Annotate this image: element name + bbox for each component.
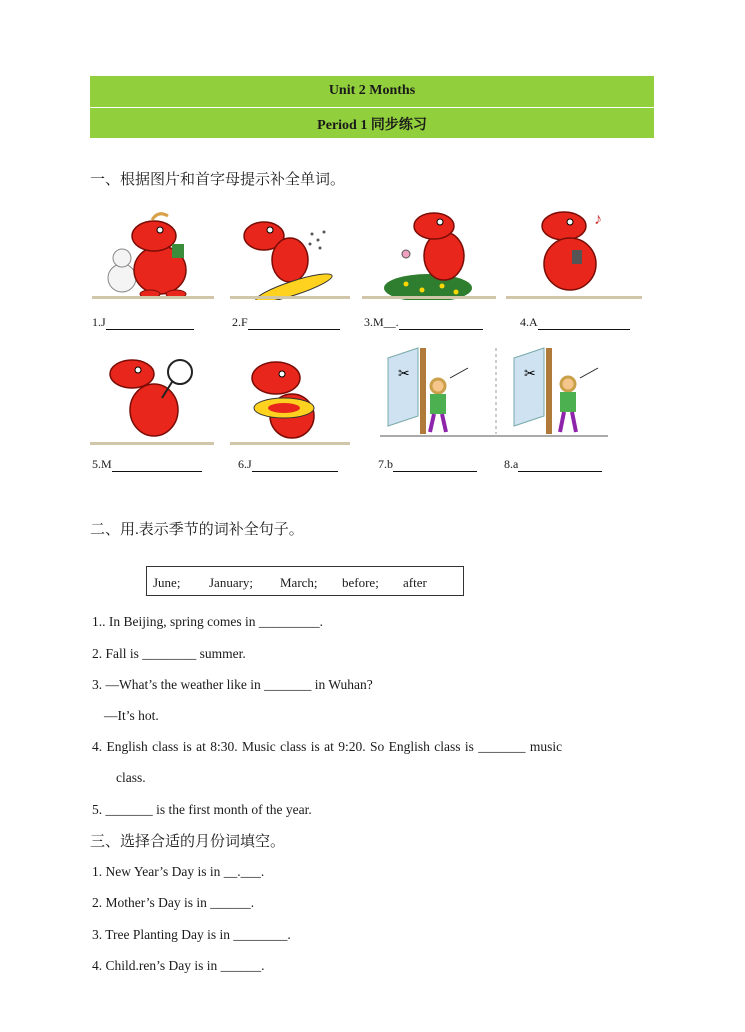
item-2: 2.F [232, 314, 340, 330]
answer-blank[interactable] [399, 314, 483, 330]
svg-text:✂: ✂ [398, 367, 410, 382]
picture-ground-line [362, 296, 496, 299]
svg-text:♪: ♪ [594, 211, 602, 228]
item-7: 7.b [378, 456, 477, 472]
word-bank-item: after [403, 575, 427, 590]
answer-blank[interactable] [518, 456, 602, 472]
question-2-4: 4. English class is at 8:30. Music class is at 9:20. So English class is _______ music [92, 739, 563, 754]
word-bank-item: January; [209, 575, 254, 590]
answer-blank[interactable] [393, 456, 477, 472]
picture-ground-line [230, 296, 350, 299]
item-5: 5.M [92, 456, 202, 472]
question-3-2: 2. Mother’s Day is in ______. [92, 895, 255, 910]
picture-snowboard-dinosaur [232, 208, 350, 300]
picture-before-after-girl [378, 346, 610, 444]
question-2-5: 5. _______ is the first month of the year. [92, 802, 312, 817]
picture-racket-dinosaur [92, 350, 214, 444]
item-6: 6.J [238, 456, 338, 472]
question-2-4-cont: class. [116, 770, 146, 785]
svg-text:✂: ✂ [524, 367, 536, 382]
word-bank-item: March; [280, 575, 318, 590]
picture-ground-line [90, 442, 214, 445]
period-title: Period 1 同步练习 [317, 118, 427, 133]
word-bank-item: before; [342, 575, 379, 590]
picture-ground-line [230, 442, 350, 445]
section1-title: 一、根据图片和首字母提示补全单词。 [90, 172, 346, 188]
banner-divider [90, 107, 654, 108]
picture-ground-line [506, 296, 642, 299]
picture-swimring-dinosaur [232, 350, 350, 444]
unit-title: Unit 2 Months [328, 83, 416, 98]
question-2-1: 1.. In Beijing, spring comes in _________. [92, 614, 323, 629]
answer-blank[interactable] [248, 314, 340, 330]
question-3-3: 3. Tree Planting Day is in ________. [92, 927, 291, 942]
question-2-3: 3. —What’s the weather like in _______ in Wuhan? [92, 677, 373, 692]
picture-snowman-dinosaur [92, 208, 214, 300]
picture-ground-line [92, 296, 214, 299]
picture-flowers-dinosaur [362, 208, 496, 300]
picture-singing-dinosaur [508, 204, 642, 300]
question-2-2: 2. Fall is ________ summer. [92, 646, 246, 661]
answer-blank[interactable] [112, 456, 202, 472]
item-1: 1.J [92, 314, 194, 330]
answer-blank[interactable] [538, 314, 630, 330]
question-2-3-answer: —It’s hot. [104, 708, 159, 723]
item-8: 8.a [504, 456, 602, 472]
item-4: 4.A [520, 314, 630, 330]
section3-title: 三、选择合适的月份词填空。 [90, 834, 286, 850]
word-bank-item: June; [153, 575, 181, 590]
question-3-4: 4. Child.ren’s Day is in ______. [92, 958, 265, 973]
answer-blank[interactable] [252, 456, 338, 472]
section2-title: 二、用.表示季节的词补全句子。 [90, 522, 304, 538]
question-3-1: 1. New Year’s Day is in __.___. [92, 864, 265, 879]
title-banner [90, 76, 654, 138]
item-3: 3.M__. [364, 314, 483, 330]
word-bank-box [146, 566, 464, 596]
answer-blank[interactable] [106, 314, 194, 330]
